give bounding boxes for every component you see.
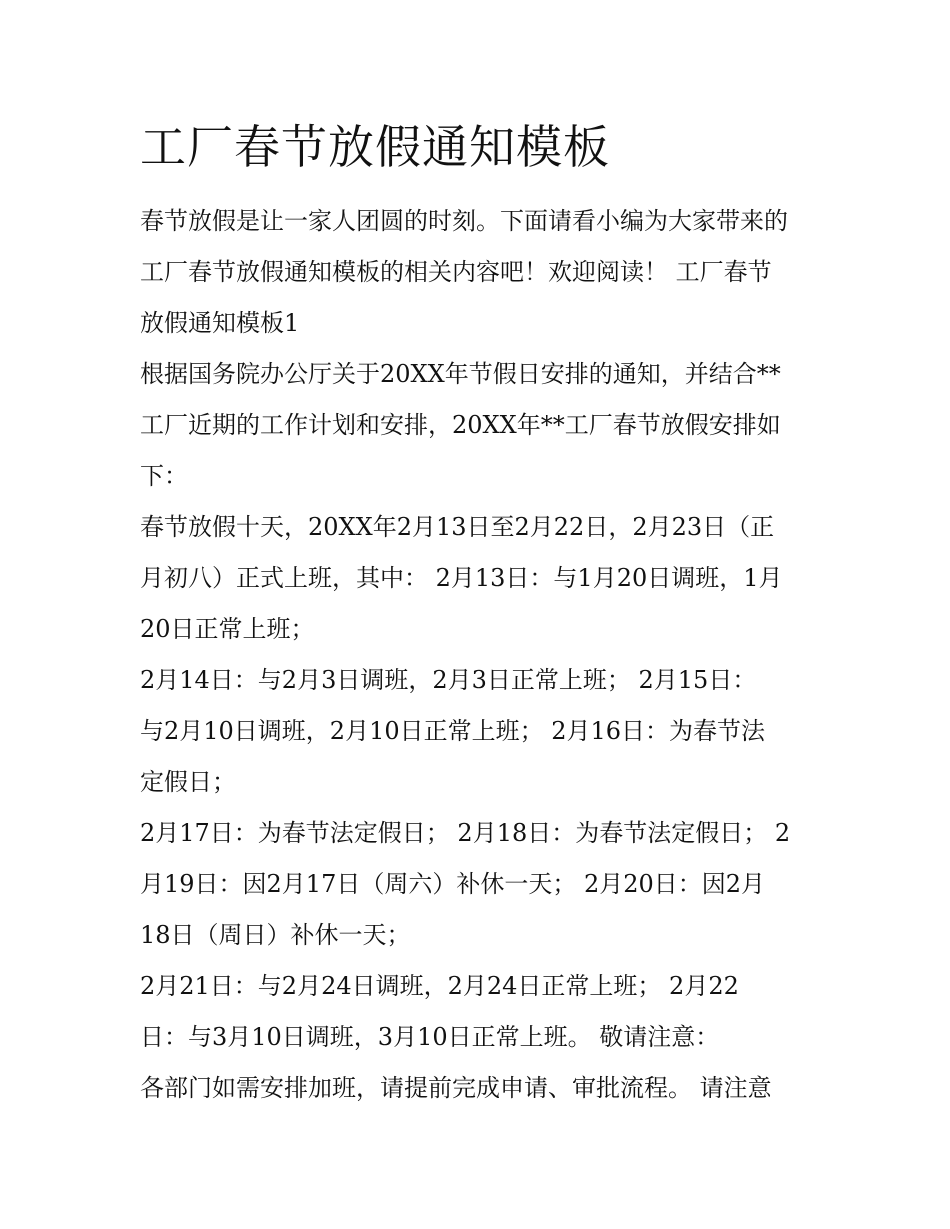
paragraph-schedule-1 — [140, 655, 820, 808]
text-line: 工厂春节放假通知模板的相关内容吧！欢迎阅读！ 工厂春节 — [140, 258, 772, 286]
document-body — [140, 196, 820, 1114]
paragraph-schedule-2 — [140, 808, 820, 961]
paragraph-basis — [140, 349, 820, 502]
paragraph-notice — [140, 1063, 820, 1114]
paragraph-intro — [140, 196, 820, 349]
text-line: 春节放假十天，20XX年2月13日至2月22日，2月23日（正 — [140, 513, 775, 541]
text-line: 定假日； — [140, 768, 236, 796]
document-title: 工厂春节放假通知模板 — [140, 120, 610, 174]
document-page — [140, 112, 820, 1114]
text-line: 日：与3月10日调班，3月10日正常上班。 敬请注意： — [140, 1023, 720, 1051]
paragraph-schedule-3 — [140, 961, 820, 1063]
text-line: 放假通知模板1 — [140, 309, 300, 337]
text-line: 春节放假是让一家人团圆的时刻。下面请看小编为大家带来的 — [140, 207, 788, 235]
text-line: 2月17日：为春节法定假日； 2月18日：为春节法定假日； 2 — [140, 819, 791, 847]
text-line: 与2月10日调班，2月10日正常上班； 2月16日：为春节法 — [140, 717, 766, 745]
text-line: 月初八）正式上班，其中： 2月13日：与1月20日调班，1月 — [140, 564, 783, 592]
text-line: 20日正常上班； — [140, 615, 315, 643]
text-line: 18日（周日）补休一天； — [140, 921, 411, 949]
text-line: 根据国务院办公厅关于20XX年节假日安排的通知，并结合** — [140, 360, 781, 388]
text-line: 月19日：因2月17日（周六）补休一天； 2月20日：因2月 — [140, 870, 766, 898]
text-line: 工厂近期的工作计划和安排，20XX年**工厂春节放假安排如 — [140, 411, 781, 439]
paragraph-holiday-range — [140, 502, 820, 655]
text-line: 下： — [140, 462, 188, 490]
text-line: 各部门如需安排加班，请提前完成申请、审批流程。 请注意 — [140, 1074, 772, 1102]
text-line: 2月14日：与2月3日调班，2月3日正常上班； 2月15日： — [140, 666, 757, 694]
text-line: 2月21日：与2月24日调班，2月24日正常上班； 2月22 — [140, 972, 739, 1000]
